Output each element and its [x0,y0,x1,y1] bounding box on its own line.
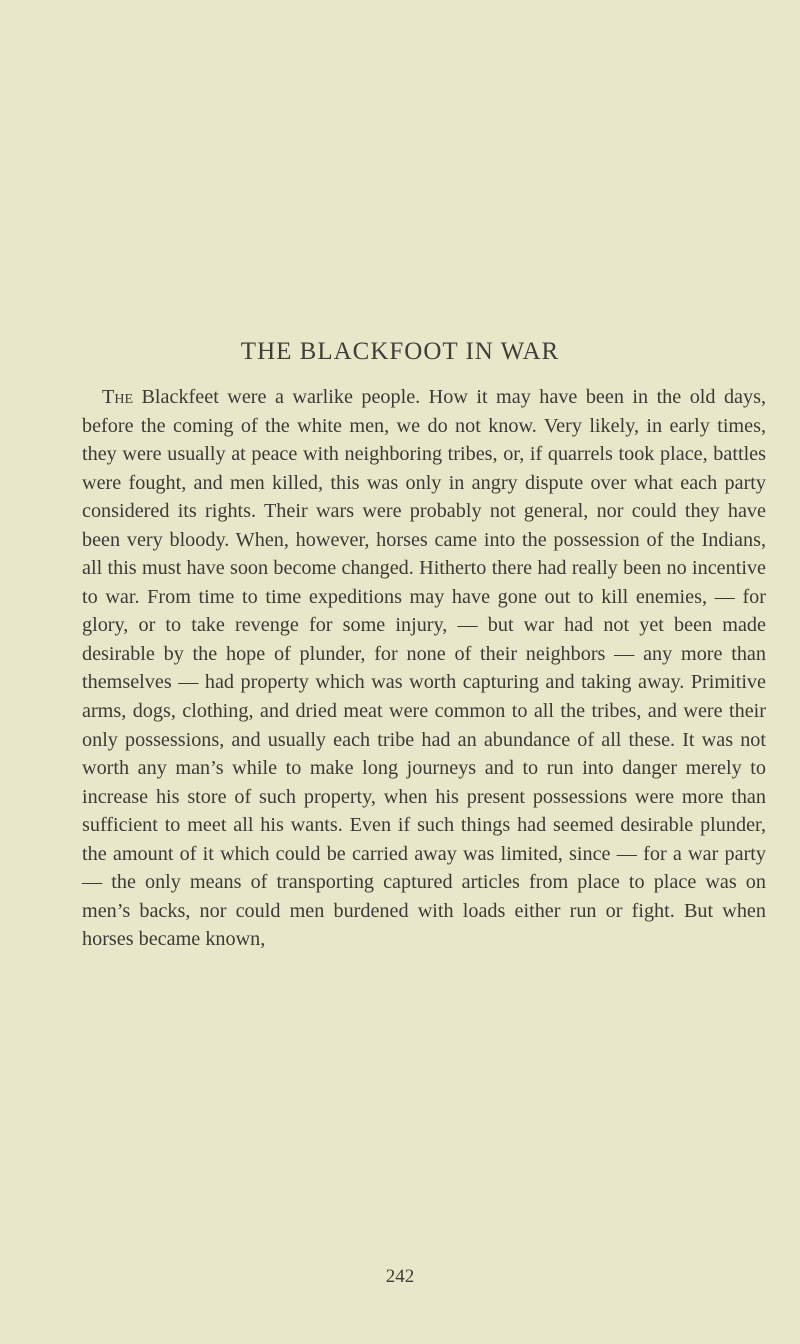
page-number: 242 [385,1266,415,1287]
body-paragraph [82,383,766,954]
paragraph-text: Blackfeet were a warlike people. How it may have been in the old days, before the coming of the white men, we do not know. Very likely, in early times, they were usually at peace with neighboring tribes, or, if quarrels took place, battles were fought, and men killed, this was only in angry dispute over what each party considered its rights. Their wars were probably not general, nor could they have been very bloody. When, however, horses came into the possession of the Indians, all this must have soon become changed. Hitherto there had really been no incentive to war. From time to time expeditions may have gone out to kill enemies, — for glory, or to take revenge for some injury, — but war had not yet been made desirable by the hope of plunder, for none of their neighbors — any more than themselves — had property which was worth capturing and taking away. Primitive arms, dogs, clothing, and dried meat were common to all the tribes, and were their only possessions, and usually each tribe had an abundance of all these. It was not worth any man’s while to make long journeys and to run into danger merely to increase his store of such property, when his present possessions were more than sufficient to meet all his wants. Even if such things had seemed desirable plunder, the amount of it which could be carried away was limited, since — for a war party — the only means of transporting captured articles from place to place was on men’s backs, nor could men burdened with loads either run or fight. But when horses became known, [82,386,766,951]
chapter-title: THE BLACKFOOT IN WAR [240,338,560,365]
lead-word: The [102,386,133,408]
